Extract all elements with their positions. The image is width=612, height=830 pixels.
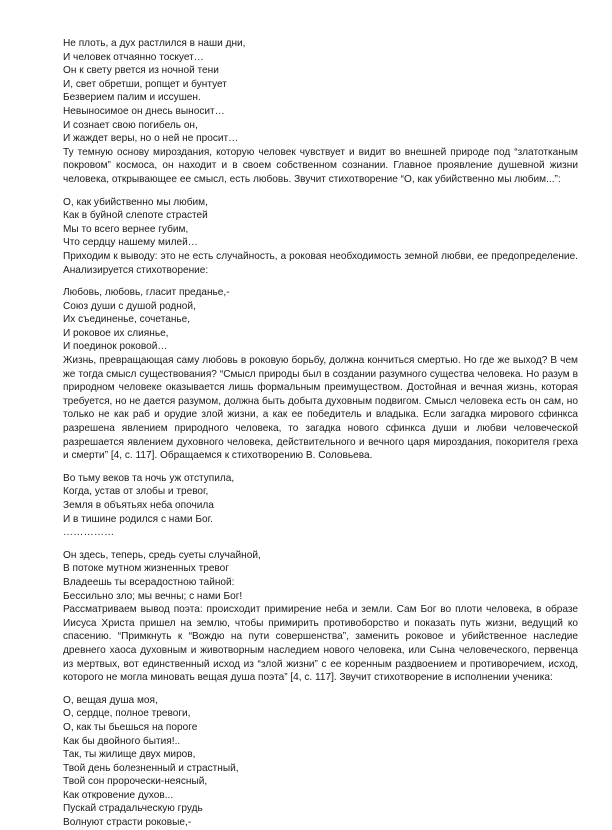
poem-line: Так, ты жилище двух миров, [63, 749, 196, 761]
poem-line: Как в буйной слепоте страстей [63, 210, 208, 222]
poem-line: Твой сон пророчески-неясный, [63, 776, 208, 788]
poem-line: Владеешь ты всерадостною тайной: [63, 576, 235, 588]
poem-line: И, свет обретши, ропщет и бунтует [63, 78, 227, 90]
poem-line: Волнуют страсти роковые,- [63, 817, 192, 829]
poem-line: Безверием палим и иссушен. [63, 92, 201, 104]
poem-line: Их съединенье, сочетанье, [63, 314, 191, 326]
poem-line: О, как ты бьешься на пороге [63, 721, 198, 733]
body-paragraph: Ту темную основу мироздания, которую человек чувствует и видит во внешней природе под “златотканым покровом” космоса, он находит и в своем собственном сознании. Главное проявление душевной жизни человека, открывающее ее смысл, есть любовь. Звучит стихотворение “О, как убийственно мы любим...”: [63, 146, 578, 185]
body-paragraph: Рассматриваем вывод поэта: происходит примирение неба и земли. Сам Бог во плоти человека, в образе Иисуса Христа пришел на землю, чтобы примирить противоборство и показать путь жизни, ведущий ко спасению. “Примкнуть к “Вождю на пути совершенства”, заменить роковое и убийственное наследие древнего хаоса духовным и животворным наследием нового человека, или Сына человеческого, первенца из мертвых, вот единственный исход из “злой жизни” с ее коренным раздвоением и противоречием, исход, которого не могла миновать вещая душа поэта” [4, с. 117]. Звучит стихотворение в исполнении ученика: [63, 604, 578, 684]
poem-line: Любовь, любовь, гласит преданье,- [63, 287, 230, 299]
poem-stanza-5 [63, 549, 578, 603]
poem-line: И сознает свою погибель он, [63, 119, 198, 131]
poem-line: И поединок роковой… [63, 341, 168, 353]
body-paragraph: Приходим к выводу: это не есть случайность, а роковая необходимость земной любви, ее предопределение. Анализируется стихотворение: [63, 250, 578, 276]
ellipsis-line: …………… [63, 527, 115, 539]
document-page [63, 37, 578, 830]
poem-line: И роковое их слиянье, [63, 327, 169, 339]
poem-stanza-4 [63, 472, 578, 540]
poem-line: О, вещая душа моя, [63, 694, 158, 706]
poem-line: Во тьму веков та ночь уж отступила, [63, 472, 235, 484]
poem-line: Пускай страдальческую грудь [63, 803, 203, 815]
poem-line: Как бы двойного бытия!.. [63, 735, 181, 747]
poem-stanza-6 [63, 694, 578, 830]
poem-line: О, сердце, полное тревоги, [63, 708, 191, 720]
poem-line: Союз души с душой родной, [63, 300, 196, 312]
poem-stanza-3 [63, 286, 578, 354]
poem-line: И человек отчаянно тоскует… [63, 51, 204, 63]
poem-line: И жаждет веры, но о ней не просит… [63, 133, 239, 145]
poem-line: О, как убийственно мы любим, [63, 196, 208, 208]
poem-line: Как откровение духов... [63, 789, 174, 801]
poem-line: Не плоть, а дух растлился в наши дни, [63, 38, 246, 49]
poem-line: И в тишине родился с нами Бог. [63, 513, 213, 525]
poem-line: Мы то всего вернее губим, [63, 223, 189, 235]
body-paragraph: Жизнь, превращающая саму любовь в роковую борьбу, должна кончиться смертью. Но где же выход? В чем же тогда смысл существования? “Смысл природы был в создании разумного существа человека. Но разум в природном человеке оказывается лишь формальным преимуществом. Достойная и вечная жизнь, которая требуется, но не дается разумом, должна быть добыта духовным подвигом. Смысл человека есть он сам, но только не как раб и орудие злой жизни, а как ее победитель и владыка. Если загадка мирового сфинкса разрешена явлением природного человека, то загадка нового сфинкса души и любви человеческой разрешается явлением духовного человека, действительного и вечного царя мироздания, покорителя греха и смерти” [4, с. 117]. Обращаемся к стихотворению В. Соловьева. [63, 355, 578, 462]
poem-line: Он здесь, теперь, средь суеты случайной, [63, 549, 261, 561]
poem-stanza-1 [63, 37, 578, 146]
poem-line: Бессильно зло; мы вечны; с нами Бог! [63, 590, 243, 602]
poem-line: Он к свету рвется из ночной тени [63, 65, 219, 77]
poem-line: В потоке мутном жизненных тревог [63, 563, 229, 575]
poem-line: Земля в объятьях неба опочила [63, 500, 214, 511]
poem-line: Невыносимое он днесь выносит… [63, 105, 225, 117]
poem-line: Что сердцу нашему милей… [63, 237, 198, 249]
poem-line: Когда, устав от злобы и тревог, [63, 486, 209, 498]
poem-stanza-2 [63, 196, 578, 250]
poem-line: Твой день болезненный и страстный, [63, 762, 239, 774]
